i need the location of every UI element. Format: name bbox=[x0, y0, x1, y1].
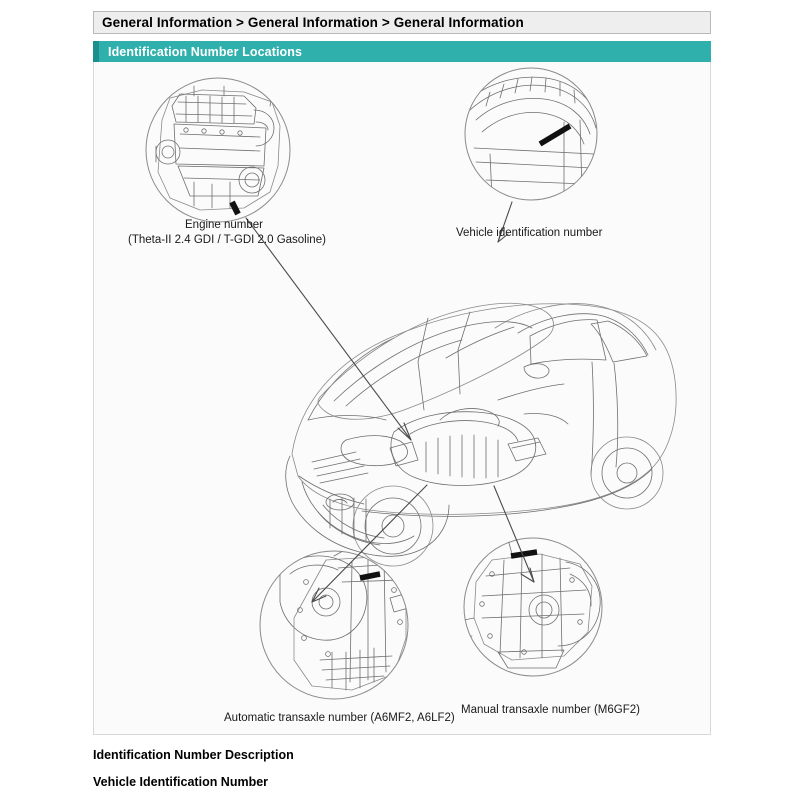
breadcrumb-text: General Information > General Information > General Information bbox=[102, 15, 524, 30]
heading-vehicle-identification-number: Vehicle Identification Number bbox=[93, 775, 269, 789]
breadcrumb[interactable] bbox=[93, 11, 711, 34]
caption-engine-number-line2: (Theta-II 2.4 GDI / T-GDI 2.0 Gasoline) bbox=[128, 234, 326, 246]
caption-vehicle-identification-number: Vehicle identification number bbox=[456, 227, 603, 239]
heading-identification-number-description: Identification Number Description bbox=[93, 748, 294, 762]
section-header-title: Identification Number Locations bbox=[108, 44, 303, 59]
figure-illustration bbox=[94, 62, 711, 735]
identification-number-locations-figure bbox=[93, 62, 711, 735]
caption-engine-number-line1: Engine number bbox=[185, 219, 263, 231]
caption-automatic-transaxle-number: Automatic transaxle number (A6MF2, A6LF2) bbox=[224, 712, 455, 724]
caption-manual-transaxle-number: Manual transaxle number (M6GF2) bbox=[461, 704, 640, 716]
section-header bbox=[93, 41, 711, 62]
